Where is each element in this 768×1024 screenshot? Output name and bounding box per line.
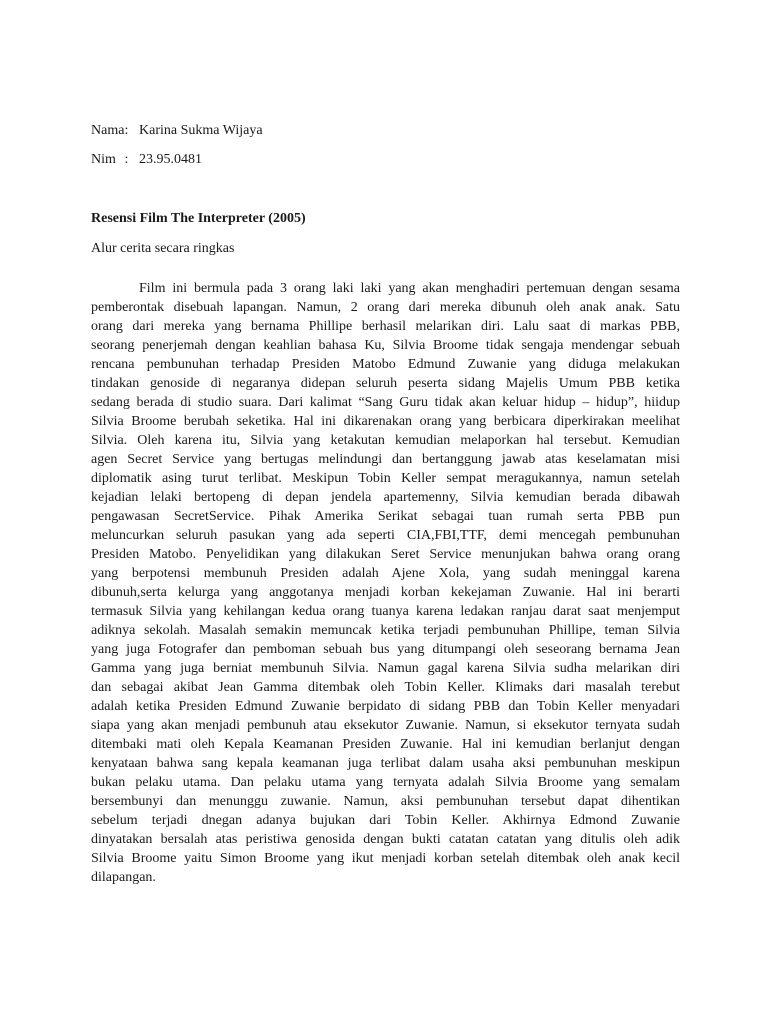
- body-line: diplomatik asing turut terlibat. Meskipun Tobin Keller sempat meragukannya, namun setelah: [91, 471, 680, 486]
- name-label: Nama: [91, 123, 125, 138]
- body-line: kejadian lelaki bertopeng di depan jendela apartemenny, Silvia kemudian berada dibawah: [91, 490, 680, 505]
- body-line: Silvia Broome yaitu Simon Broome yang ikut menjadi korban setelah ditembak oleh anak kecil: [91, 851, 680, 866]
- body-line: dilapangan.: [91, 870, 156, 885]
- body-line: adiknya sekolah. Masalah semakin memuncak ketika terjadi pembunuhan Phillipe, teman Silvia: [91, 623, 680, 638]
- body-line: bukan pelaku utama. Dan pelaku utama yang ternyata adalah Silvia Broome yang semalam: [91, 775, 680, 790]
- body-line: adalah ketika Presiden Edmund Zuwanie berpidato di sidang PBB dan Tobin Keller menyadari: [91, 699, 680, 714]
- body-line: sedang berada di studio suara. Dari kalimat “Sang Guru tidak akan keluar hidup – hidup”, hiidup: [91, 395, 680, 410]
- body-line: pemberontak disebuah lapangan. Namun, 2 orang dari mereka dibunuh oleh anak anak. Satu: [91, 300, 680, 315]
- body-line: bersembunyi dan menunggu zuwanie. Namun, aksi pembunuhan tersebut dapat dihentikan: [91, 794, 680, 809]
- body-line: yang juga Fotografer dan pemboman sebuah bus yang ditumpangi oleh seseorang bernama Jean: [91, 642, 680, 657]
- body-line: sebelum terjadi dnegan adanya bujukan dari Tobin Keller. Akhirnya Edmond Zuwanie: [91, 813, 680, 828]
- nim-label: Nim: [91, 152, 116, 167]
- nim-separator: :: [124, 152, 129, 167]
- nim-row: [91, 151, 202, 169]
- name-value: Karina Sukma Wijaya: [139, 123, 263, 138]
- body-line: ditembaki mati oleh Kepala Keamanan Presiden Zuwanie. Hal ini kemudian berlanjut dengan: [91, 737, 680, 752]
- body-line: Gamma yang juga berniat membunuh Silvia. Namun gagal karena Silvia sudha melarikan diri: [91, 661, 680, 676]
- body-paragraph: [91, 279, 680, 887]
- body-line: Film ini bermula pada 3 orang laki laki yang akan menghadiri pertemuan dengan sesama: [139, 281, 680, 296]
- body-line: Silvia. Oleh karena itu, Silvia yang ketakutan kemudian melaporkan hal tersebut. Kemudian: [91, 433, 680, 448]
- body-line: kenyataan bahwa sang kepala keamanan juga terlibat dalam usaha aksi pembunuhan meskipun: [91, 756, 680, 771]
- body-line: siapa yang akan menjadi pembunuh atau eksekutor Zuwanie. Namun, si eksekutor ternyata sudah: [91, 718, 680, 733]
- body-line: orang dari mereka yang bernama Phillipe berhasil melarikan diri. Lalu saat di markas PBB,: [91, 319, 680, 334]
- document-subtitle: Alur cerita secara ringkas: [91, 241, 235, 256]
- body-line: yang berpotensi membunuh Presiden adalah Ajene Xola, yang sudah meninggal karena: [91, 566, 680, 581]
- body-line: tindakan genoside di negaranya didepan seluruh peserta sidang Majelis Umum PBB ketika: [91, 376, 680, 391]
- document-title: Resensi Film The Interpreter (2005): [91, 211, 306, 226]
- body-line: agen Secret Service yang bertugas melindungi dan bertanggung jawab atas keselamatan misi: [91, 452, 680, 467]
- body-line: meluncurkan seluruh pasukan yang ada seperti CIA,FBI,TTF, demi mencegah pembunuhan: [91, 528, 680, 543]
- body-line: termasuk Silvia yang kehilangan kedua orang tuanya karena ledakan ranjau darat saat menjemput: [91, 604, 680, 619]
- nim-value: 23.95.0481: [139, 152, 202, 167]
- body-line: Silvia Broome berubah seketika. Hal ini dikarenakan orang yang berbicara diperkirakan meelihat: [91, 414, 680, 429]
- name-row: [91, 122, 263, 140]
- body-line: seorang penerjemah dengan keahlian bahasa Ku, Silvia Broome tidak sengaja mendengar sebuah: [91, 338, 680, 353]
- body-line: Presiden Matobo. Penyelidikan yang dilakukan Seret Service menunjukan bahwa orang orang: [91, 547, 680, 562]
- body-line: dinyatakan bersalah atas peristiwa genosida dengan bukti catatan catatan yang ditulis oleh adik: [91, 832, 680, 847]
- body-line: dibunuh,serta kelurga yang anggotanya menjadi korban kekejaman Zuwanie. Hal ini berarti: [91, 585, 680, 600]
- body-line: pengawasan SecretService. Pihak Amerika Serikat sebagai tuan rumah serta PBB pun: [91, 509, 680, 524]
- name-separator: :: [124, 123, 129, 138]
- body-line: rencana pembunuhan terhadap Presiden Matobo Edmund Zuwanie yang diduga melakukan: [91, 357, 680, 372]
- body-line: dan sebagai akibat Jean Gamma ditembak oleh Tobin Keller. Klimaks dari masalah terebut: [91, 680, 680, 695]
